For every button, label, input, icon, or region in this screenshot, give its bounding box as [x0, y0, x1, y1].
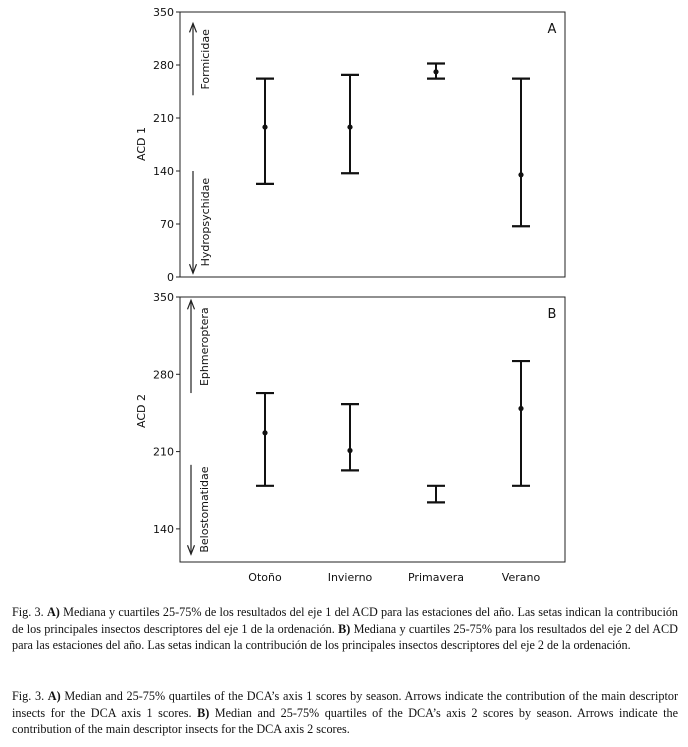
x-tick-label: Primavera — [407, 571, 465, 584]
y-tick-label: 280 — [153, 368, 174, 382]
y-tick-label: 70 — [160, 218, 174, 231]
y-tick-label: 210 — [153, 445, 174, 459]
caption-es-a-label: A) — [46, 605, 60, 619]
y-tick-label: 210 — [153, 112, 174, 125]
y-tick-label: 140 — [153, 165, 174, 178]
x-tick-label: Otoño — [248, 571, 282, 584]
y-tick-label: 350 — [153, 6, 174, 19]
caption-en-fig: Fig. 3. — [12, 689, 45, 703]
median-point — [262, 124, 267, 129]
median-point — [518, 406, 523, 411]
y-axis-label: ACD 2 — [135, 394, 148, 428]
caption-en-b-label: B) — [197, 705, 210, 720]
caption-es-a-text: Mediana y cuartiles 25-75% de los resultados del eje 1 del ACD para las estaciones del año. Las setas indican la contribución de los principales insectos descriptores del eje 1 de la ordenación. — [12, 605, 679, 636]
y-tick-label: 0 — [167, 271, 174, 284]
arrow-label: Hydropsychidae — [199, 177, 212, 267]
caption-en-b-text: Median and 25-75% quartiles of the DCA’s axis 2 scores by season. Arrows indicate the contribution of the main descriptor insects for the DCA axis 2 scores. — [12, 705, 679, 736]
caption-spanish — [12, 604, 678, 654]
caption-en-a-label: A) — [47, 689, 61, 703]
y-axis-label: ACD 1 — [135, 127, 148, 161]
panel-a — [135, 6, 565, 284]
panel-b — [135, 291, 565, 562]
caption-es-b-text: Mediana y cuartiles 25-75% para los resultados del eje 2 del ACD para las estaciones del año. Las setas indican la contribución de los principales insectos descriptores del eje 2 de la ordenación. — [12, 621, 678, 652]
caption-en-a-text: Median and 25-75% quartiles of the DCA’s axis 1 scores by season. Arrows indicate the contribution of the main descriptor insects for the DCA axis 1 scores. — [12, 689, 678, 720]
arrow-label: Formicidae — [199, 29, 212, 90]
caption-es-b-label: B) — [338, 621, 351, 636]
median-point — [347, 124, 352, 129]
caption-es-fig: Fig. 3. — [12, 605, 44, 619]
arrow-label: Ephmeroptera — [198, 307, 211, 387]
caption-english — [12, 688, 678, 738]
median-point — [347, 448, 352, 453]
median-point — [518, 172, 523, 177]
plot-frame — [180, 12, 565, 277]
median-point — [433, 69, 438, 74]
y-tick-label: 350 — [153, 291, 174, 304]
plot-frame — [180, 297, 565, 562]
panel-letter: A — [547, 22, 557, 37]
x-tick-label: Verano — [501, 571, 541, 584]
arrow-label: Belostomatidae — [198, 466, 211, 553]
y-tick-label: 140 — [153, 522, 174, 536]
x-tick-label: Invierno — [327, 571, 373, 584]
panel-letter: B — [547, 307, 557, 322]
x-axis-labels — [248, 571, 540, 584]
y-tick-label: 280 — [153, 59, 174, 72]
median-point — [262, 430, 267, 435]
